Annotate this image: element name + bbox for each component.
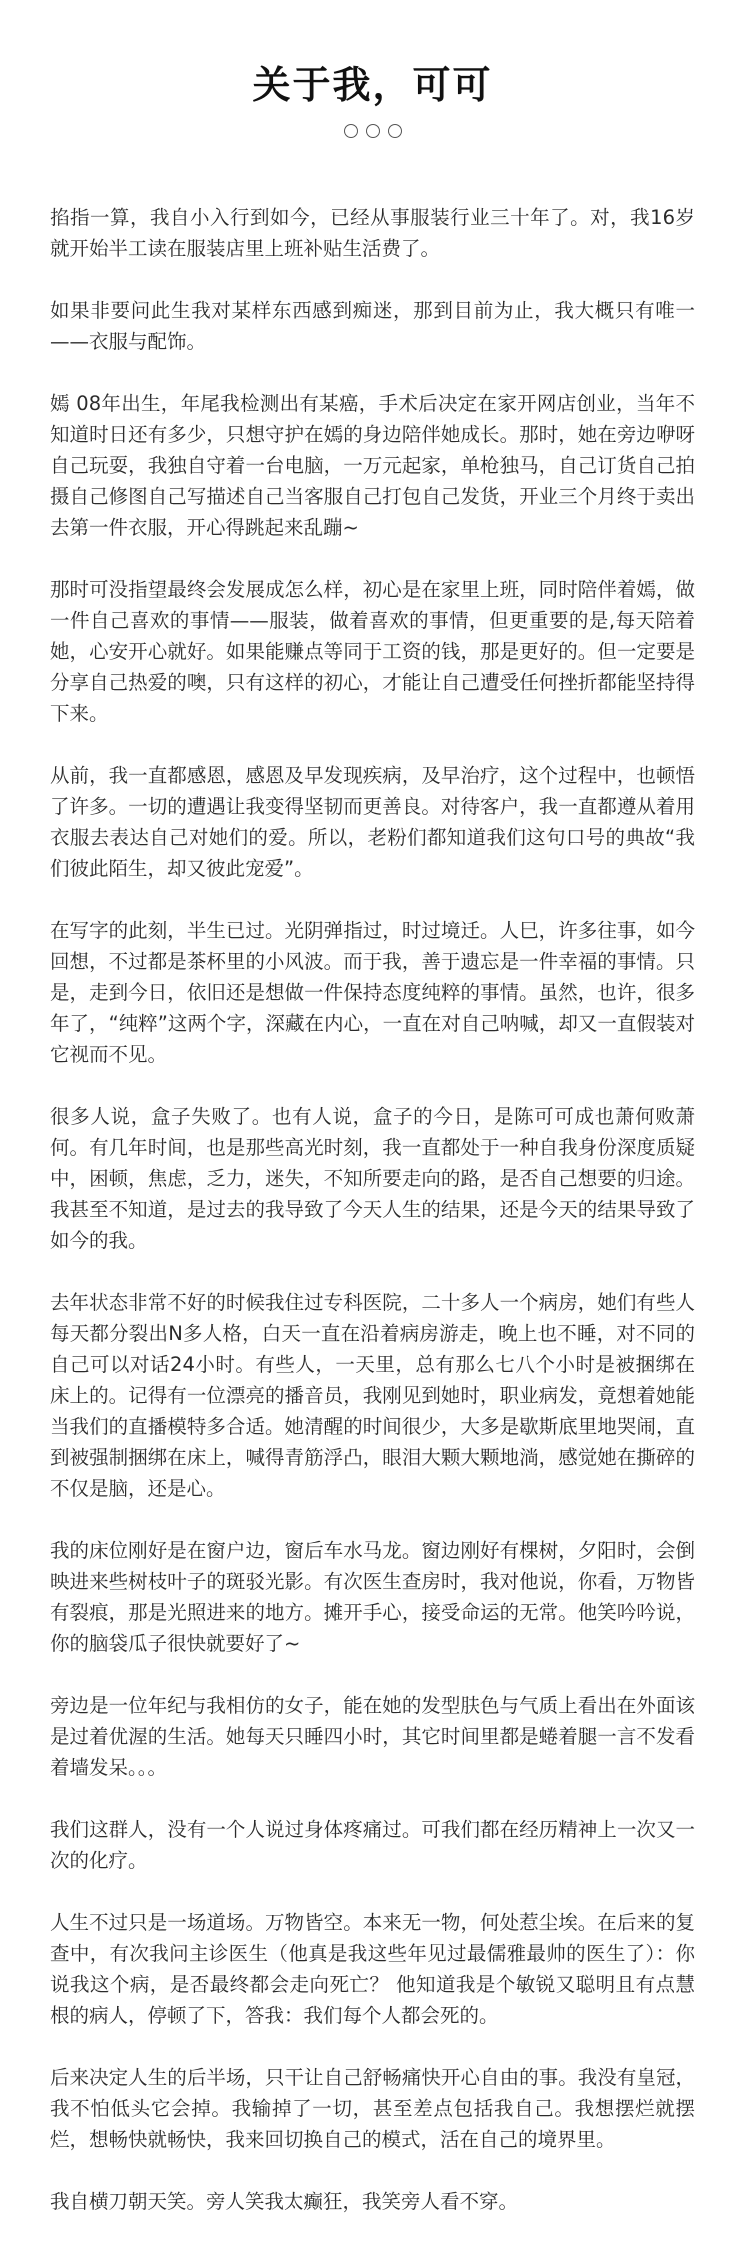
- article-paragraph: 如果非要问此生我对某样东西感到痴迷，那到目前为止，我大概只有唯一——衣服与配饰。: [50, 299, 695, 353]
- article-paragraph: 旁边是一位年纪与我相仿的女子，能在她的发型肤色与气质上看出在外面该是过着优渥的生活。她每天只睡四小时，其它时间里都是蜷着腿一言不发看着墙发呆。。。: [50, 1694, 695, 1779]
- article-paragraph: 从前，我一直都感恩，感恩及早发现疾病，及早治疗，这个过程中，也顿悟了许多。一切的遭遇让我变得坚韧而更善良。对待客户，我一直都遵从着用衣服去表达自己对她们的爱。所以，老粉们都知道我们这句口号的典故“我们彼此陌生，却又彼此宠爱”。: [50, 764, 695, 880]
- article-paragraph: 我自横刀朝天笑。旁人笑我太癫狂，我笑旁人看不穿。: [50, 2190, 519, 2213]
- article-paragraph: 掐指一算，我自小入行到如今，已经从事服装行业三十年了。对，我16岁就开始半工读在服装店里上班补贴生活费了。: [50, 206, 695, 260]
- article-paragraph: 嫣 08年出生，年尾我检测出有某癌，手术后决定在家开网店创业，当年不知道时日还有多少，只想守护在嫣的身边陪伴她成长。那时，她在旁边咿呀自己玩耍，我独自守着一台电脑，一万元起家，单枪独马，自己订货自己拍摄自己修图自己写描述自己当客服自己打包自己发货，开业三个月终于卖出去第一件衣服，开心得跳起来乱蹦~: [50, 392, 695, 539]
- circle-ornament-icon: [366, 124, 380, 138]
- article-title: 关于我，可可: [252, 63, 493, 107]
- article-paragraph: 我的床位刚好是在窗户边，窗后车水马龙。窗边刚好有棵树，夕阳时，会倒映进来些树枝叶子的斑驳光影。有次医生查房时，我对他说，你看，万物皆有裂痕，那是光照进来的地方。摊开手心，接受命运的无常。他笑吟吟说，你的脑袋瓜子很快就要好了~: [50, 1539, 695, 1655]
- title-divider-dots: [50, 124, 695, 142]
- article-paragraph: 去年状态非常不好的时候我住过专科医院，二十多人一个病房，她们有些人每天都分裂出N多人格，白天一直在沿着病房游走，晚上也不睡，对不同的自己可以对话24小时。有些人，一天里，总有那么七八个小时是被捆绑在床上的。记得有一位漂亮的播音员，我刚见到她时，职业病发，竟想着她能当我们的直播模特多合适。她清醒的时间很少，大多是歇斯底里地哭闹，直到被强制捆绑在床上，喊得青筋浮凸，眼泪大颗大颗地淌，感觉她在撕碎的不仅是脑，还是心。: [50, 1291, 695, 1500]
- article-paragraph: 很多人说，盒子失败了。也有人说，盒子的今日，是陈可可成也萧何败萧何。有几年时间，也是那些高光时刻，我一直都处于一种自我身份深度质疑中，困顿，焦虑，乏力，迷失，不知所要走向的路，是否自己想要的归途。我甚至不知道，是过去的我导致了今天人生的结果，还是今天的结果导致了如今的我。: [50, 1105, 695, 1252]
- article-paragraph: 人生不过只是一场道场。万物皆空。本来无一物，何处惹尘埃。在后来的复查中，有次我问主诊医生（他真是我这些年见过最儒雅最帅的医生了）：你说我这个病，是否最终都会走向死亡？ 他知道我是个敏锐又聪明且有点慧根的病人，停顿了下，答我：我们每个人都会死的。: [50, 1911, 695, 2027]
- article-paragraph: 我们这群人，没有一个人说过身体疼痛过。可我们都在经历精神上一次又一次的化疗。: [50, 1818, 695, 1872]
- circle-ornament-icon: [388, 124, 402, 138]
- article-paragraph: 那时可没指望最终会发展成怎么样，初心是在家里上班，同时陪伴着嫣，做一件自己喜欢的事情——服装，做着喜欢的事情，但更重要的是,每天陪着她，心安开心就好。如果能赚点等同于工资的钱，那是更好的。但一定要是分享自己热爱的噢，只有这样的初心，才能让自己遭受任何挫折都能坚持得下来。: [50, 578, 695, 725]
- article-header: [50, 0, 695, 142]
- circle-ornament-icon: [344, 124, 358, 138]
- article-body: [50, 202, 695, 2217]
- article-paragraph: 在写字的此刻，半生已过。光阴弹指过，时过境迁。人巳，许多往事，如今回想，不过都是茶杯里的小风波。而于我，善于遗忘是一件幸福的事情。只是，走到今日，依旧还是想做一件保持态度纯粹的事情。虽然，也许，很多年了，“纯粹”这两个字，深藏在内心，一直在对自己呐喊，却又一直假装对它视而不见。: [50, 919, 695, 1066]
- article-paragraph: 后来决定人生的后半场，只干让自己舒畅痛快开心自由的事。我没有皇冠，我不怕低头它会掉。我输掉了一切，甚至差点包括我自己。我想摆烂就摆烂，想畅快就畅快，我来回切换自己的模式，活在自己的境界里。: [50, 2066, 695, 2151]
